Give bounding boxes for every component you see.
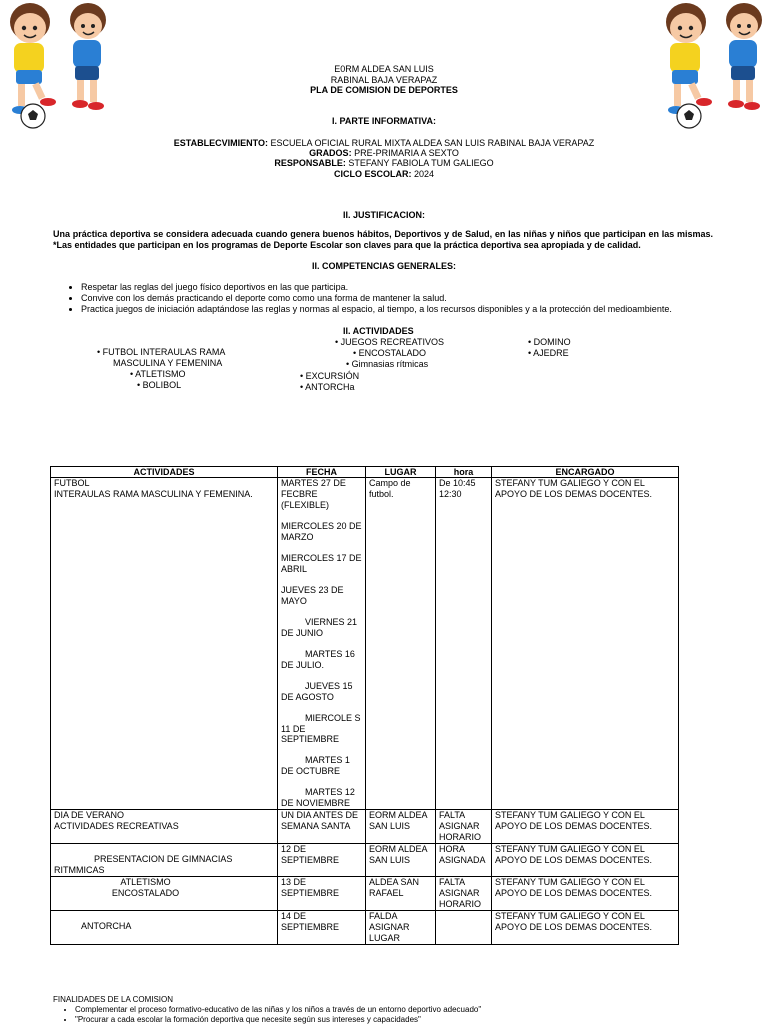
act-futbol-line1: FUTBOL INTERAULAS RAMA bbox=[102, 347, 226, 357]
school-name: E0RM ALDEA SAN LUIS bbox=[334, 64, 434, 74]
table-row bbox=[51, 844, 679, 877]
cell-hora: FALTA ASIGNAR HORARIO bbox=[436, 810, 492, 844]
table-row bbox=[51, 478, 679, 810]
cell-act-line: FUTBOL bbox=[54, 478, 90, 488]
cell-fecha: 13 DE SEPTIEMBRE bbox=[278, 877, 366, 911]
date-entry: MIERCOLES 17 DE ABRIL bbox=[281, 552, 362, 574]
competencias-list bbox=[55, 282, 768, 315]
act-col3-item2: • AJEDRE bbox=[528, 348, 569, 358]
justificacion-heading: II. JUSTIFICACION: bbox=[342, 210, 425, 220]
cell-encargado: STEFANY TUM GALIEGO Y CON EL APOYO DE LOS DEMAS DOCENTES. bbox=[492, 844, 679, 877]
info-responsable bbox=[0, 158, 768, 169]
date-entry: JUEVES 23 DE MAYO bbox=[281, 584, 344, 606]
finalidades-heading: FINALIDADES DE LA COMISION bbox=[53, 995, 174, 1004]
competencias-heading: II. COMPETENCIAS GENERALES: bbox=[311, 261, 456, 271]
ciclo-value: 2024 bbox=[411, 169, 435, 179]
cell-actividad bbox=[51, 478, 278, 810]
school-place: RABINAL BAJA VERAPAZ bbox=[330, 75, 438, 85]
cell-lugar: EORM ALDEA SAN LUIS bbox=[366, 844, 436, 877]
act-antorcha: ANTORCHa bbox=[305, 382, 355, 392]
cell-act-line: INTERAULAS RAMA MASCULINA Y FEMENINA. bbox=[54, 488, 253, 499]
act-excursion: EXCURSIÓN bbox=[305, 371, 360, 381]
cell-lugar: Campo de futbol. bbox=[366, 478, 436, 810]
col-header-fecha: FECHA bbox=[278, 467, 366, 478]
act-ajedrez: AJEDRE bbox=[533, 348, 569, 358]
cell-encargado: STEFANY TUM GALIEGO Y CON EL APOYO DE LOS DEMAS DOCENTES. bbox=[492, 810, 679, 844]
plan-title: PLA DE COMISION DE DEPORTES bbox=[310, 85, 458, 95]
info-ciclo bbox=[0, 169, 768, 180]
establecimiento-label: ESTABLECVIMIENTO: bbox=[173, 138, 268, 148]
act-juegos: JUEGOS RECREATIVOS bbox=[340, 337, 445, 347]
date-entry: MARTES 16 DE JULIO. bbox=[281, 648, 355, 670]
establecimiento-value: ESCUELA OFICIAL RURAL MIXTA ALDEA SAN LUIS RABINAL BAJA VERAPAZ bbox=[267, 138, 595, 148]
cell-hora: HORA ASIGNADA bbox=[436, 844, 492, 877]
cell-fecha: 14 DE SEPTIEMBRE bbox=[278, 911, 366, 945]
finalidades-section bbox=[53, 995, 481, 1024]
cell-fecha: UN DIA ANTES DE SEMANA SANTA bbox=[278, 810, 366, 844]
cell-lugar: EORM ALDEA SAN LUIS bbox=[366, 810, 436, 844]
date-entry: MARTES 27 DE FECBRE (FLEXIBLE) bbox=[281, 478, 346, 510]
competencia-item: • Respetar las reglas del juego físico deportivos en las que participa. bbox=[81, 282, 768, 293]
act-futbol-line2: MASCULINA Y FEMENINA bbox=[113, 358, 223, 368]
act-col3-item1: • DOMINO bbox=[528, 337, 571, 347]
act-encostalado: ENCOSTALADO bbox=[358, 348, 427, 358]
cell-encargado: STEFANY TUM GALIEGO Y CON EL APOYO DE LOS DEMAS DOCENTES. bbox=[492, 478, 679, 810]
competencia-item: • Practica juegos de iniciación adaptándose las reglas y normas al espacio, al tiempo, a los recursos disponibles y a la protección del medioambiente. bbox=[81, 304, 768, 315]
act-col1-item2: • ATLETISMO bbox=[130, 369, 186, 379]
finalidad-item: • Complementar el proceso formativo-educativo de las niñas y los niños a través de un entorno deportivo adecuado" bbox=[75, 1005, 481, 1015]
table-row bbox=[51, 911, 679, 945]
col-header-lugar: LUGAR bbox=[366, 467, 436, 478]
act-col2-item4: • EXCURSIÓN bbox=[300, 371, 360, 381]
responsable-label: RESPONSABLE: bbox=[274, 158, 346, 168]
act-col1-item3: • BOLIBOL bbox=[137, 380, 182, 390]
col-header-encargado: ENCARGADO bbox=[492, 467, 679, 478]
act-atletismo: ATLETISMO bbox=[135, 369, 186, 379]
cell-act-line: ENCOSTALADO bbox=[111, 888, 180, 899]
table-header-row bbox=[51, 467, 679, 478]
responsable-value: STEFANY FABIOLA TUM GALIEGO bbox=[345, 158, 494, 168]
act-domino: DOMINO bbox=[533, 337, 571, 347]
col-header-hora: hora bbox=[436, 467, 492, 478]
date-entry: MARTES 1 DE OCTUBRE bbox=[281, 755, 350, 777]
cell-actividad: ANTORCHA bbox=[51, 911, 278, 945]
act-col2-item2: • ENCOSTALADO bbox=[353, 348, 427, 358]
act-col1-item1: • FUTBOL INTERAULAS RAMA bbox=[97, 347, 226, 357]
grados-value: PRE-PRIMARIA A SEXTO bbox=[351, 148, 459, 158]
ciclo-label: CICLO ESCOLAR: bbox=[333, 169, 412, 179]
act-col2-item5: • ANTORCHa bbox=[300, 382, 355, 392]
cell-hora bbox=[436, 911, 492, 945]
finalidades-list bbox=[53, 1005, 481, 1024]
cell-act-line: ATLETISMO bbox=[120, 877, 171, 888]
act-bolibol: BOLIBOL bbox=[142, 380, 182, 390]
justificacion-text: Una práctica deportiva se considera adecuada cuando genera buenos hábitos, Deportivos y de Salud, en las niñas y niños que participan en las mismas. *Las entidades que participan en los programas de Deporte Escolar son claves para que la práctica deportiva sea apropiada y de calidad. bbox=[53, 229, 713, 250]
cell-act-line: ACTIVIDADES RECREATIVAS bbox=[54, 821, 179, 832]
info-heading: I. PARTE INFORMATIVA: bbox=[332, 116, 436, 126]
grados-label: GRADOS: bbox=[309, 148, 352, 158]
act-gimnasias: Gimnasias rítmicas bbox=[351, 359, 429, 369]
date-entry: MARTES 12 DE NOVIEMBRE bbox=[281, 787, 355, 809]
competencia-item: • Convive con los demás practicando el deporte como como una forma de mantener la salud. bbox=[81, 293, 768, 304]
cell-actividad bbox=[51, 877, 278, 911]
cell-act-line: DIA DE VERANO bbox=[54, 810, 125, 821]
date-entry: MIERCOLE S 11 DE SEPTIEMBRE bbox=[281, 712, 361, 745]
cell-actividad: PRESENTACION DE GIMNACIAS RITMMICAS bbox=[51, 844, 278, 877]
cell-encargado: STEFANY TUM GALIEGO Y CON EL APOYO DE LOS DEMAS DOCENTES. bbox=[492, 877, 679, 911]
cell-fecha: 12 DE SEPTIEMBRE bbox=[278, 844, 366, 877]
table-row bbox=[51, 877, 679, 911]
act-col2-item1: • JUEGOS RECREATIVOS bbox=[335, 337, 445, 347]
date-entry: MIERCOLES 20 DE MARZO bbox=[281, 520, 362, 542]
cell-lugar: ALDEA SAN RAFAEL bbox=[366, 877, 436, 911]
date-entry: JUEVES 15 DE AGOSTO bbox=[281, 680, 353, 702]
date-entry: VIERNES 21 DE JUNIO bbox=[281, 616, 358, 638]
cell-actividad bbox=[51, 810, 278, 844]
col-header-actividades: ACTIVIDADES bbox=[51, 467, 278, 478]
activities-table bbox=[50, 466, 679, 945]
table-row bbox=[51, 810, 679, 844]
act-col2-item3: • Gimnasias rítmicas bbox=[346, 359, 429, 369]
cell-encargado: STEFANY TUM GALIEGO Y CON EL APOYO DE LOS DEMAS DOCENTES. bbox=[492, 911, 679, 945]
cell-lugar: FALDA ASIGNAR LUGAR bbox=[366, 911, 436, 945]
finalidad-item: • "Procurar a cada escolar la formación deportiva que necesite según sus intereses y capacidades" bbox=[75, 1015, 481, 1024]
cell-hora: De 10:45 12:30 bbox=[436, 478, 492, 810]
cell-fechas bbox=[278, 478, 366, 810]
cell-hora: FALTA ASIGNAR HORARIO bbox=[436, 877, 492, 911]
actividades-heading: II. ACTIVIDADES bbox=[343, 326, 414, 336]
